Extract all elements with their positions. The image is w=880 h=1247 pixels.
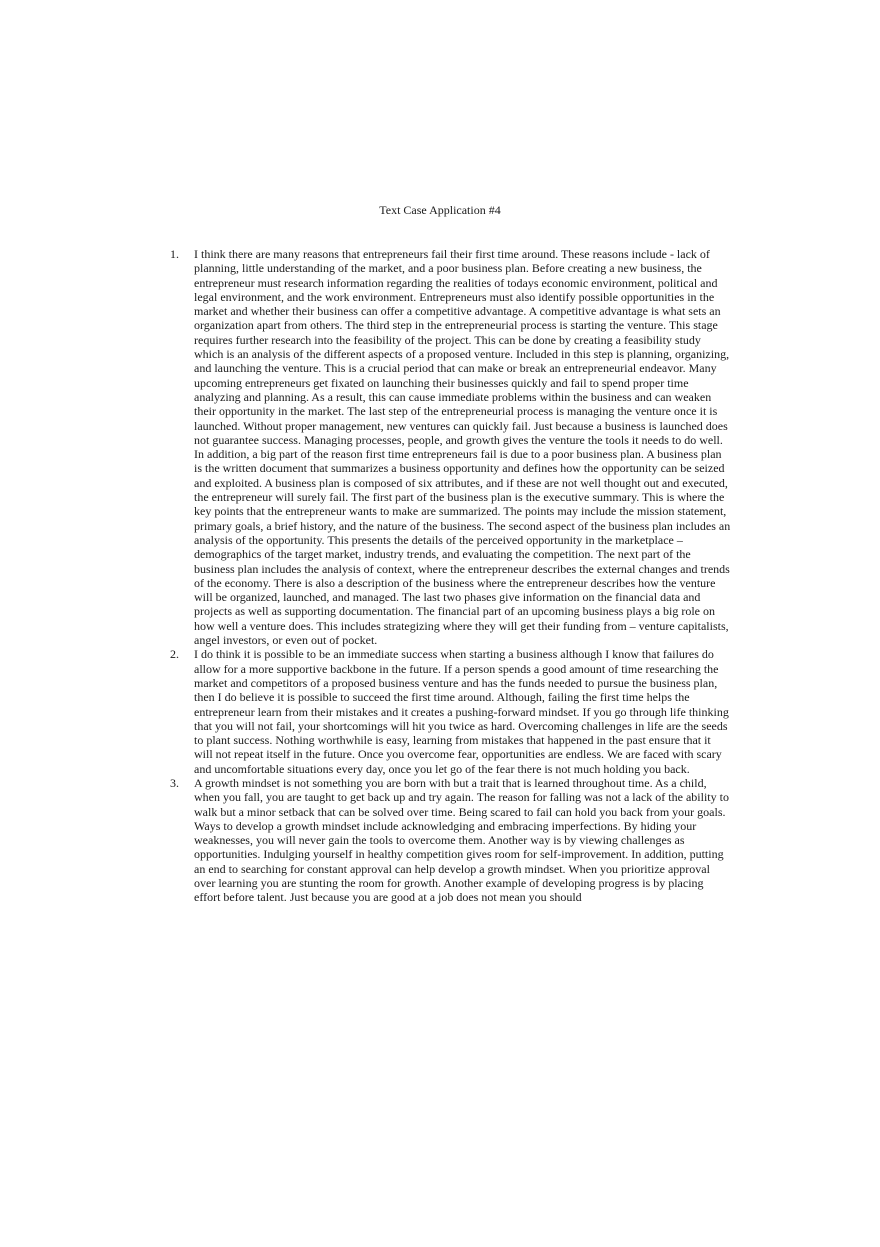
list-item-number: 2. (170, 647, 179, 662)
list-item-text: A growth mindset is not something you are born with but a trait that is learned throughout time. As a child, when you fall, you are taught to get back up and try again. The reason for falling was not a lack of the ability to walk but a minor setback that can be solved over time. Being scared to fail can hold you back from your goals. Ways to develop a growth mindset include acknowledging and embracing imperfections. By hiding your weaknesses, you will never gain the tools to overcome them. Another way is by viewing challenges as opportunities. Indulging yourself in healthy competition gives room for self-improvement. In addition, putting an end to searching for constant approval can help develop a growth mindset. When you prioritize approval over learning you are stunting the room for growth. Another example of developing progress is by placing effort before talent. Just because you are good at a job does not mean you should (194, 775, 729, 905)
list-item (170, 776, 732, 905)
list-item-text: I think there are many reasons that entrepreneurs fail their first time around. These reasons include - lack of planning, little understanding of the market, and a poor business plan. Before creating a new business, the entrepreneur must research information regarding the realities of todays economic environment, political and legal environment, and the work environment. Entrepreneurs must also identify possible opportunities in the market and whether their business can offer a competitive advantage. A competitive advantage is what sets an organization apart from others. The third step in the entrepreneurial process is starting the venture. This stage requires further research into the feasibility of the project. This can be done by creating a feasibility study which is an analysis of the different aspects of a proposed venture. Included in this step is planning, organizing, and launching the venture. This is a crucial period that can make or break an entrepreneurial endeavor. Many upcoming entrepreneurs get fixated on launching their businesses quickly and fail to spend proper time analyzing and planning. As a result, this can cause immediate problems within the business and can weaken their opportunity in the market. The last step of the entrepreneurial process is managing the venture once it is launched. Without proper management, new ventures can quickly fail. Just because a business is launched does not guarantee success. Managing processes, people, and growth gives the venture the tools it needs to do well. In addition, a big part of the reason first time entrepreneurs fail is due to a poor business plan. A business plan is the written document that summarizes a business opportunity and defines how the opportunity can be seized and exploited. A business plan is composed of six attributes, and if these are not well thought out and executed, the entrepreneur will surely fail. The first part of the business plan is the executive summary. This is where the key points that the entrepreneur wants to make are summarized. The points may include the mission statement, primary goals, a brief history, and the nature of the business. The second aspect of the business plan includes an analysis of the opportunity. This presents the details of the perceived opportunity in the marketplace – demographics of the target market, industry trends, and evaluating the competition. The next part of the business plan includes the analysis of context, where the entrepreneur describes the external changes and trends of the economy. There is also a description of the business where the entrepreneur describes how the venture will be organized, launched, and managed. The last two phases give information on the financial data and projects as well as supporting documentation. The financial part of an upcoming business plays a big role on how well a venture does. This includes strategizing where they will get their funding from – venture capitalists, angel investors, or even out of pocket. (194, 247, 731, 648)
list-item (170, 247, 732, 647)
document-title: Text Case Application #4 (379, 203, 501, 217)
answer-list (170, 247, 732, 905)
list-item (170, 647, 732, 776)
list-item-number: 3. (170, 775, 179, 790)
list-item-number: 1. (170, 247, 179, 261)
list-item-text: I do think it is possible to be an immediate success when starting a business although I know that failures do allow for a more supportive backbone in the future. If a person spends a good amount of time researching the market and competitors of a proposed business venture and has the funds needed to pursue the business plan, then I do believe it is possible to succeed the first time around. Although, failing the first time helps the entrepreneur learn from their mistakes and it creates a pushing-forward mindset. If you go through life thinking that you will not fail, your shortcomings will hit you twice as hard. Overcoming challenges in life are the seeds to plant success. Nothing worthwhile is easy, learning from mistakes that happened in the past ensure that it will not repeat itself in the future. Once you overcome fear, opportunities are endless. We are faced with scary and uncomfortable situations every day, once you let go of the fear there is not much holding you back. (194, 647, 729, 776)
